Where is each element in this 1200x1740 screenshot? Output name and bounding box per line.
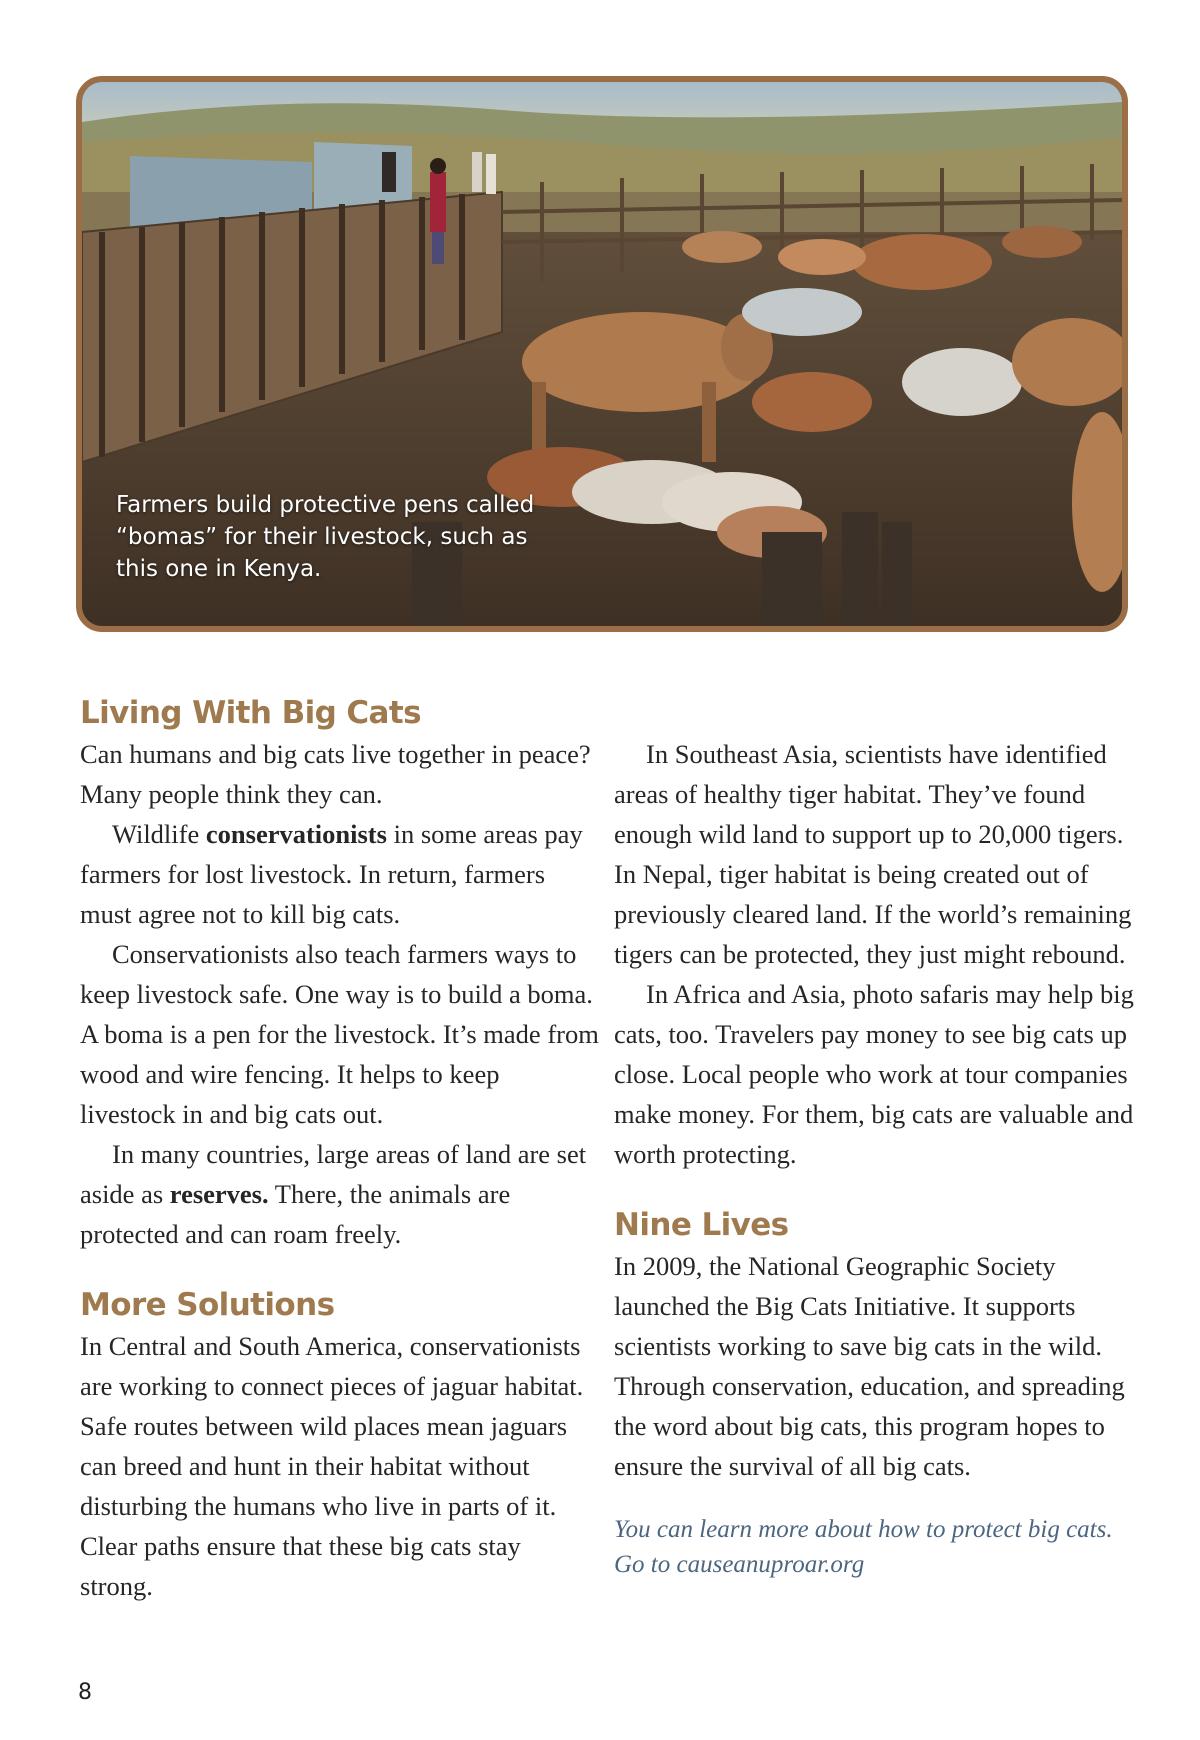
left-column: [80, 692, 600, 1606]
paragraph: In 2009, the National Geographic Society launched the Big Cats Initiative. It supports scientists working to save big cats in the wild. Through conservation, education, and spreading the word about big cats, this program hopes to ensure the survival of all big cats.: [614, 1251, 1125, 1481]
glossary-term: conservationists: [205, 819, 387, 849]
paragraph: [80, 1134, 600, 1254]
paragraph: Conservationists also teach farmers ways to keep livestock safe. One way is to build a boma. A boma is a pen for the livestock. It’s made from wood and wire fencing. It helps to keep livestock in and big cats out.: [80, 939, 599, 1129]
paragraph: Can humans and big cats live together in peace? Many people think they can.: [80, 739, 591, 809]
paragraph: [80, 814, 600, 934]
text-run: in some areas pay farmers for lost livestock. In return, farmers must agree not to kill big cats.: [80, 819, 583, 929]
paragraph: In Southeast Asia, scientists have identified areas of healthy tiger habitat. They’ve found enough wild land to support up to 20,000 tigers. In Nepal, tiger habitat is being created out of previously cleared land. If the world’s remaining tigers can be protected, they just might rebound.: [614, 739, 1132, 969]
heading-nine-lives: Nine Lives: [614, 1207, 789, 1243]
paragraph: In Africa and Asia, photo safaris may help big cats, too. Travelers pay money to see big cats up close. Local people who work at tour companies make money. For them, big cats are valuable and worth protecting.: [614, 979, 1134, 1169]
right-column: [614, 692, 1134, 1582]
heading-living-with-big-cats: Living With Big Cats: [80, 695, 421, 731]
heading-more-solutions: More Solutions: [80, 1287, 335, 1323]
text-run: There, the animals are protected and can roam freely.: [80, 1179, 511, 1249]
page-number: 8: [78, 1680, 92, 1705]
website-note: You can learn more about how to protect big cats. Go to causeanuproar.org: [614, 1516, 1113, 1578]
paragraph: In Central and South America, conservationists are working to connect pieces of jaguar habitat. Safe routes between wild places mean jaguars can breed and hunt in their habitat without disturbing the humans who live in parts of it. Clear paths ensure that these big cats stay strong.: [80, 1331, 584, 1601]
text-run: In many countries, large areas of land are set aside as: [80, 1139, 587, 1209]
text-run: Wildlife: [112, 819, 206, 849]
photo-caption: Farmers build protective pens called “bomas” for their livestock, such as this one in Kenya.: [116, 492, 535, 582]
boma-photo: [76, 76, 1128, 632]
glossary-term: reserves.: [169, 1179, 269, 1209]
